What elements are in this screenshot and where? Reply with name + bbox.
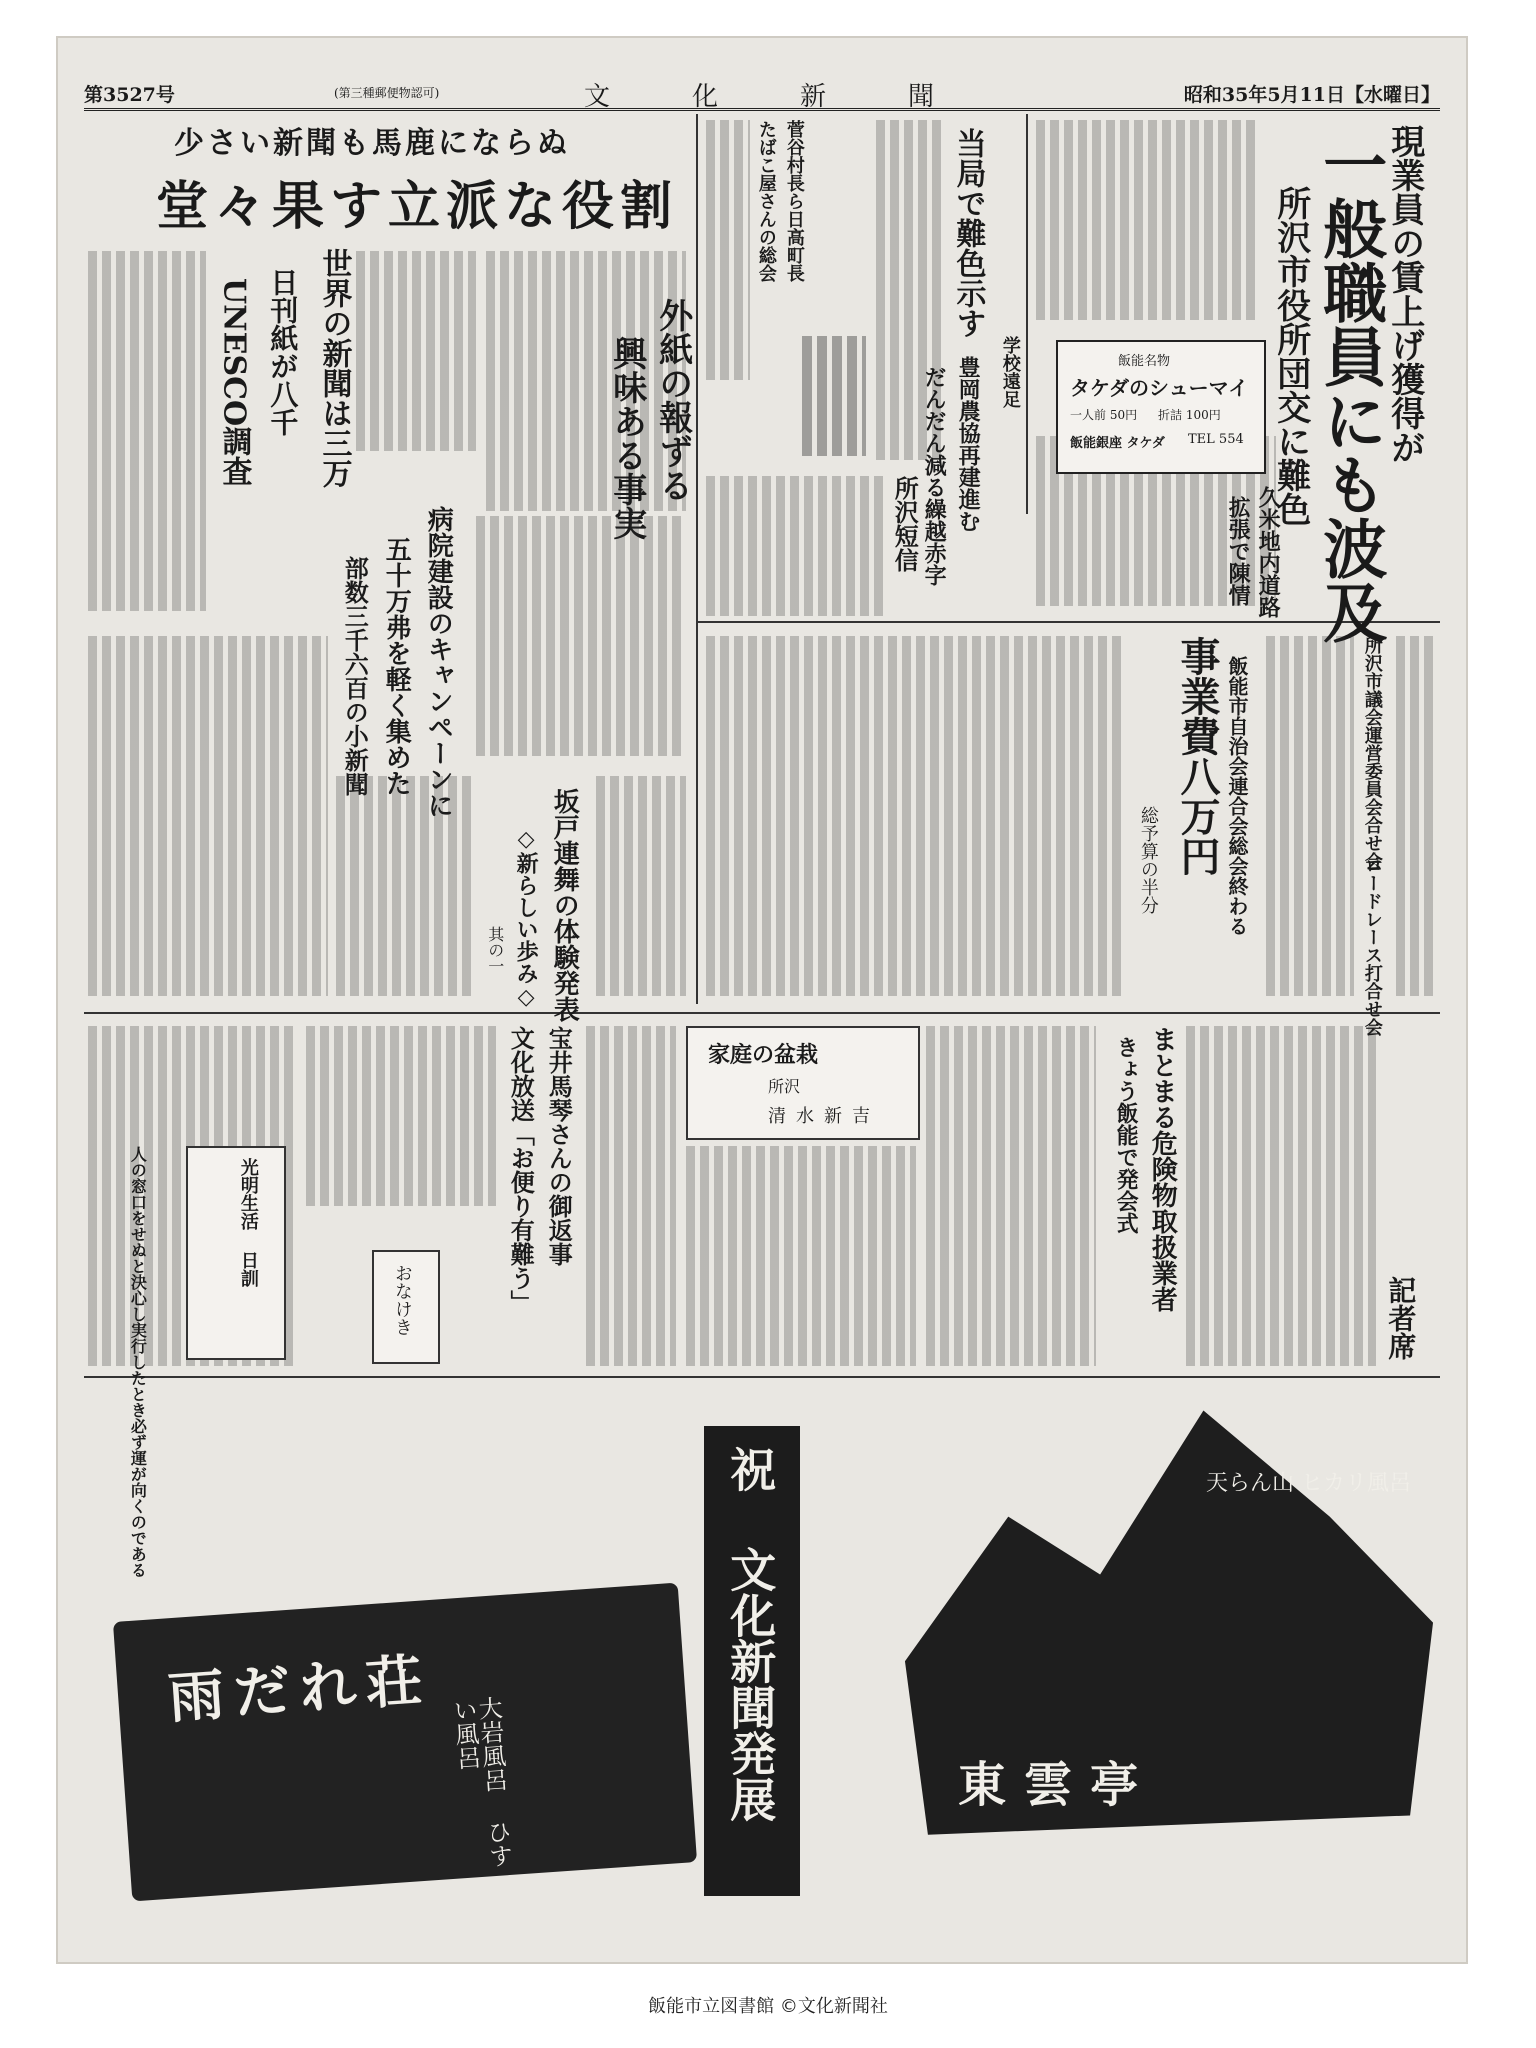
library-credit: 飯能市立図書館 ©文化新聞社 xyxy=(648,1996,888,2017)
article-body xyxy=(706,476,886,616)
kicker-headline: 少さい新聞も馬鹿にならぬ xyxy=(174,126,570,161)
ad-price: 一人前 50円 xyxy=(1070,408,1138,422)
small-box-text: おなけき xyxy=(391,1264,413,1336)
ad-price: 折詰 100円 xyxy=(1158,408,1221,422)
article-body xyxy=(706,120,750,380)
newspaper-title: 文化新聞 xyxy=(584,82,1017,112)
election-list xyxy=(706,636,1126,996)
wage-kicker: 現業員の賃上げ獲得が xyxy=(1384,124,1425,464)
hospital-headline-2: 五十万弗を軽く集めた xyxy=(381,536,412,796)
road-subhead: 拡張で陳情 xyxy=(1225,496,1252,606)
budget-headline: 事業費八万円 xyxy=(1174,636,1221,876)
censored-block xyxy=(802,336,866,456)
sub-headline: UNESCO調査 xyxy=(216,278,252,487)
issue-number: 第3527号 xyxy=(84,84,175,106)
radio-subhead: 文化放送「お便り有難う」 xyxy=(506,1026,536,1314)
budget-subhead: 飯能市自治会連合会総会終わる xyxy=(1225,656,1249,936)
article-body xyxy=(686,1146,916,1366)
masthead xyxy=(84,78,1440,111)
bonsai-box xyxy=(686,1026,920,1140)
ame-dare-sub: 大岩風呂 ひすい風呂 xyxy=(448,1695,514,1869)
ame-dare-name: 雨だれ荘 xyxy=(166,1647,435,1732)
article-body xyxy=(586,1026,676,1366)
radio-headline: 宝井馬琴さんの御返事 xyxy=(544,1026,574,1266)
article-body xyxy=(356,251,476,451)
ad-label: 飯能名物 xyxy=(1118,354,1171,369)
article-body xyxy=(476,516,681,756)
foreign-headline: 外紙の報ずる xyxy=(652,298,693,502)
school-trip-head: 学校遠足 xyxy=(999,336,1021,408)
slogan-motto: 光明生活 日訓 xyxy=(237,1158,259,1287)
article-body xyxy=(336,776,476,996)
newspaper-page xyxy=(56,36,1468,1964)
dance-headline: 坂戸連舞の体験発表 xyxy=(549,788,580,1022)
section-rule xyxy=(84,1012,1440,1014)
bonsai-author: 清水新吉 xyxy=(768,1106,880,1127)
authority-headline: 当局で難色示す xyxy=(950,128,986,338)
shinonome-sub: 天らん山 ヒカリ風呂 xyxy=(1206,1471,1411,1496)
article-body xyxy=(1266,636,1354,996)
article-body xyxy=(306,1026,496,1206)
article-body xyxy=(88,636,328,996)
wage-headline: 一般職員にも波及 xyxy=(1312,132,1388,644)
congrats-seal xyxy=(704,1426,800,1896)
bonsai-place: 所沢 xyxy=(768,1077,801,1096)
slogan-text: 人の窓口をせぬと決心し実行したとき必ず運が向くのである xyxy=(128,1146,148,1578)
article-body xyxy=(926,1026,1096,1366)
ad-brand: タケダのシューマイ xyxy=(1070,376,1249,400)
column-rule xyxy=(1026,114,1028,514)
brief-headline: 所沢短信 xyxy=(890,476,920,572)
ame-dare-stamp xyxy=(113,1583,697,1902)
section-rule xyxy=(84,1376,1440,1378)
article-body xyxy=(88,251,206,611)
budget-note: 総予算の半分 xyxy=(1137,806,1159,914)
hazard-headline: まとまる危険物取扱業者 xyxy=(1147,1026,1178,1312)
main-headline: 堂々果す立派な役割 xyxy=(156,176,679,237)
article-body xyxy=(1186,1026,1376,1366)
small-box xyxy=(372,1250,440,1364)
column-rule xyxy=(696,114,698,1004)
dance-subhead: ◇新らしい歩み◇ xyxy=(513,826,540,1010)
wage-subhead: 所沢市役所団交に難色 xyxy=(1270,186,1311,526)
dance-part: 其の一 xyxy=(485,926,505,974)
shinonome-name: 東雲亭 xyxy=(958,1757,1157,1813)
article-body xyxy=(596,776,686,996)
hazard-subhead: きょう飯能で発会式 xyxy=(1113,1036,1140,1234)
sub-headline: 世界の新聞は三万 xyxy=(316,248,352,488)
road-headline: 久米地内道路 xyxy=(1255,486,1282,618)
roadrace-headline: ロードレース打合せ会 xyxy=(1361,856,1383,1036)
takeda-ad xyxy=(1056,340,1266,474)
ad-tel: TEL 554 xyxy=(1188,432,1244,447)
foreign-headline-2: 興味ある事実 xyxy=(606,336,647,540)
postal-note: (第三種郵便物認可) xyxy=(334,86,440,100)
congrats-text: 祝 文化新聞発展 xyxy=(723,1446,778,1822)
hospital-headline-3: 部数三千六百の小新聞 xyxy=(340,556,370,796)
issue-date: 昭和35年5月11日【水曜日】 xyxy=(1183,84,1440,106)
sub-headline: 日刊紙が八千 xyxy=(266,268,300,436)
tobacco-side-headline: たばこ屋さんの総会 xyxy=(755,120,777,282)
bonsai-title: 家庭の盆栽 xyxy=(708,1042,819,1068)
farm-headline: 豊岡農協再建進む xyxy=(955,356,982,532)
article-body xyxy=(1036,120,1256,320)
hospital-headline: 病院建設のキャンペーンに xyxy=(423,506,454,818)
article-body xyxy=(1396,636,1436,996)
ad-shop: 飯能銀座 タケダ xyxy=(1070,436,1165,451)
slogan-box xyxy=(186,1146,286,1360)
mayor-side-headline: 菅谷村長ら日高町長 xyxy=(783,120,805,282)
farm-subhead: だんだん減る繰越赤字 xyxy=(921,366,948,586)
column-title: 記者席 xyxy=(1384,1276,1418,1360)
council-headline: 所沢市議会運営委員会合せ会 xyxy=(1361,636,1383,870)
